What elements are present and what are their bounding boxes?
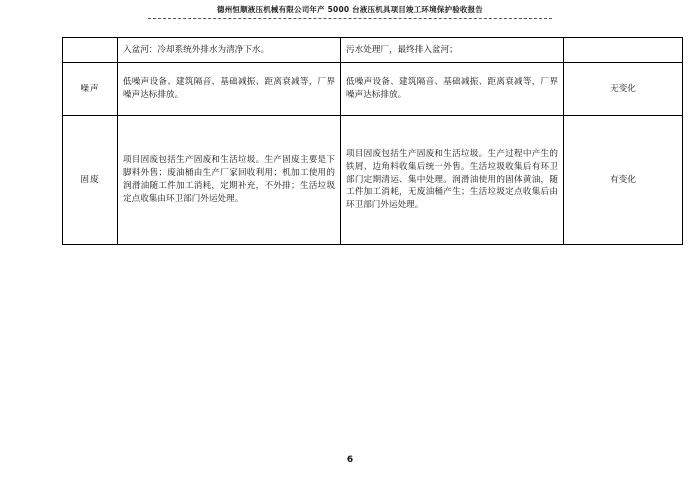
table-row [63, 63, 683, 116]
row-change-cell: 无变化 [564, 63, 683, 116]
row-label-cell: 噪声 [63, 63, 118, 116]
row-change-cell: 有变化 [564, 116, 683, 245]
page-number: 6 [346, 455, 354, 465]
table-row [63, 38, 683, 63]
row-actual-cell [341, 38, 564, 63]
comparison-table [62, 37, 683, 245]
cell-text: 低噪声设备、建筑隔音、基础减振、距离衰减等，厂界噪声达标排放。 [123, 77, 335, 100]
row-original-cell [118, 38, 341, 63]
page-header-title: 德州恒顺液压机械有限公司年产 5000 台液压机具项目竣工环境保护验收报告 [217, 5, 483, 14]
row-label-cell: 固废 [63, 116, 118, 245]
cell-text: 入盆河：冷却系统外排水为清净下水。 [123, 44, 270, 55]
table-row [63, 116, 683, 245]
row-original-cell [118, 116, 341, 245]
row-actual-cell [341, 116, 564, 245]
row-label-cell [63, 38, 118, 63]
row-change-cell [564, 38, 683, 63]
cell-text: 污水处理厂，最终排入盆河； [346, 44, 458, 55]
header-divider [148, 18, 552, 19]
cell-text: 项目固废包括生产固废和生活垃圾。生产过程中产生的铁屑、边角料收集后统一外售。生活垃圾收集后有环卫部门定期清运、集中处理。润滑油使用的固体黄油，随工件加工消耗，无废油桶产生；生活垃圾定点收集后由环卫部门外运处理。 [346, 148, 558, 211]
cell-text: 低噪声设备、建筑隔音、基础减振、距离衰减等，厂界噪声达标排放。 [346, 77, 558, 100]
row-actual-cell [341, 63, 564, 116]
cell-text: 项目固废包括生产固废和生活垃圾。生产固废主要是下脚料外售；废油桶由生产厂家回收利用；机加工使用的润滑油随工件加工消耗，定期补充，不外排；生活垃圾定点收集由环卫部门外运处理。 [123, 155, 335, 204]
row-original-cell [118, 63, 341, 116]
comparison-table-container [62, 37, 638, 245]
